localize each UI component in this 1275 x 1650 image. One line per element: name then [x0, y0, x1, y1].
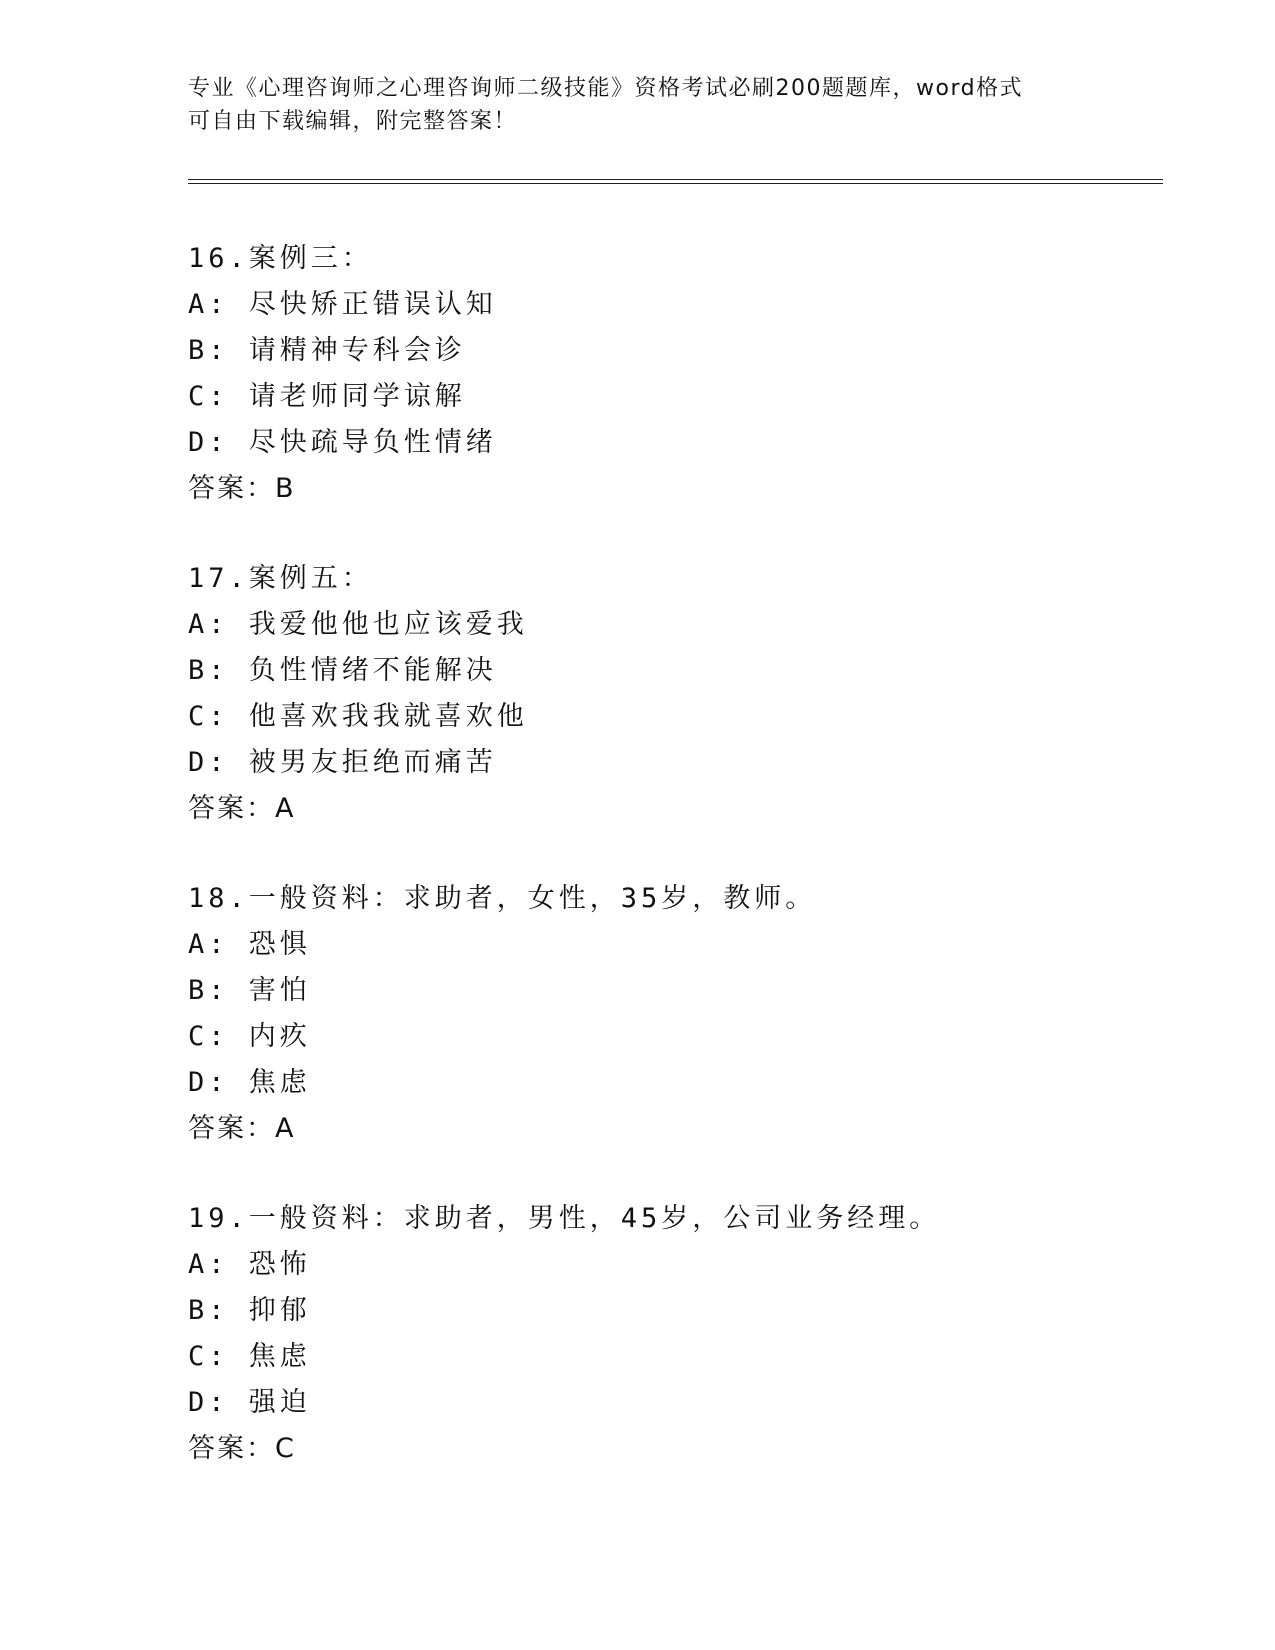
- question-list: [188, 236, 1148, 1516]
- answer: 答案：C: [188, 1433, 296, 1464]
- option-b: B: 抑郁: [188, 1295, 311, 1326]
- question-16: [188, 236, 1148, 556]
- question-19: [188, 1196, 1148, 1516]
- option-b: B: 害怕: [188, 975, 311, 1006]
- question-stem: 19.一般资料：求助者，男性，45岁，公司业务经理。: [188, 1203, 941, 1234]
- option-d: D: 尽快疏导负性情绪: [188, 427, 497, 458]
- option-c: C: 内疚: [188, 1021, 311, 1052]
- question-18: [188, 876, 1148, 1196]
- option-b: B: 负性情绪不能解决: [188, 655, 497, 686]
- option-d: D: 被男友拒绝而痛苦: [188, 747, 497, 778]
- answer: 答案：A: [188, 793, 296, 824]
- header-line-1: 专业《心理咨询师之心理咨询师二级技能》资格考试必刷200题题库，word格式: [188, 76, 1024, 101]
- answer: 答案：A: [188, 1113, 296, 1144]
- option-c: C: 他喜欢我我就喜欢他: [188, 701, 528, 732]
- option-c: C: 焦虑: [188, 1341, 311, 1372]
- option-a: A: 恐怖: [188, 1249, 311, 1280]
- option-c: C: 请老师同学谅解: [188, 381, 466, 412]
- option-d: D: 焦虑: [188, 1067, 311, 1098]
- question-stem: 16.案例三：: [188, 243, 373, 274]
- header-line-2: 可自由下载编辑，附完整答案！: [188, 109, 518, 134]
- option-a: A: 我爱他他也应该爱我: [188, 609, 528, 640]
- question-17: [188, 556, 1148, 876]
- option-a: A: 恐惧: [188, 929, 311, 960]
- option-b: B: 请精神专科会诊: [188, 335, 466, 366]
- header-divider: [188, 179, 1163, 184]
- option-d: D: 强迫: [188, 1387, 311, 1418]
- answer: 答案：B: [188, 473, 296, 504]
- option-a: A: 尽快矫正错误认知: [188, 289, 497, 320]
- question-stem: 17.案例五：: [188, 563, 373, 594]
- question-stem: 18.一般资料：求助者，女性，35岁，教师。: [188, 883, 817, 914]
- document-header: [188, 72, 1088, 138]
